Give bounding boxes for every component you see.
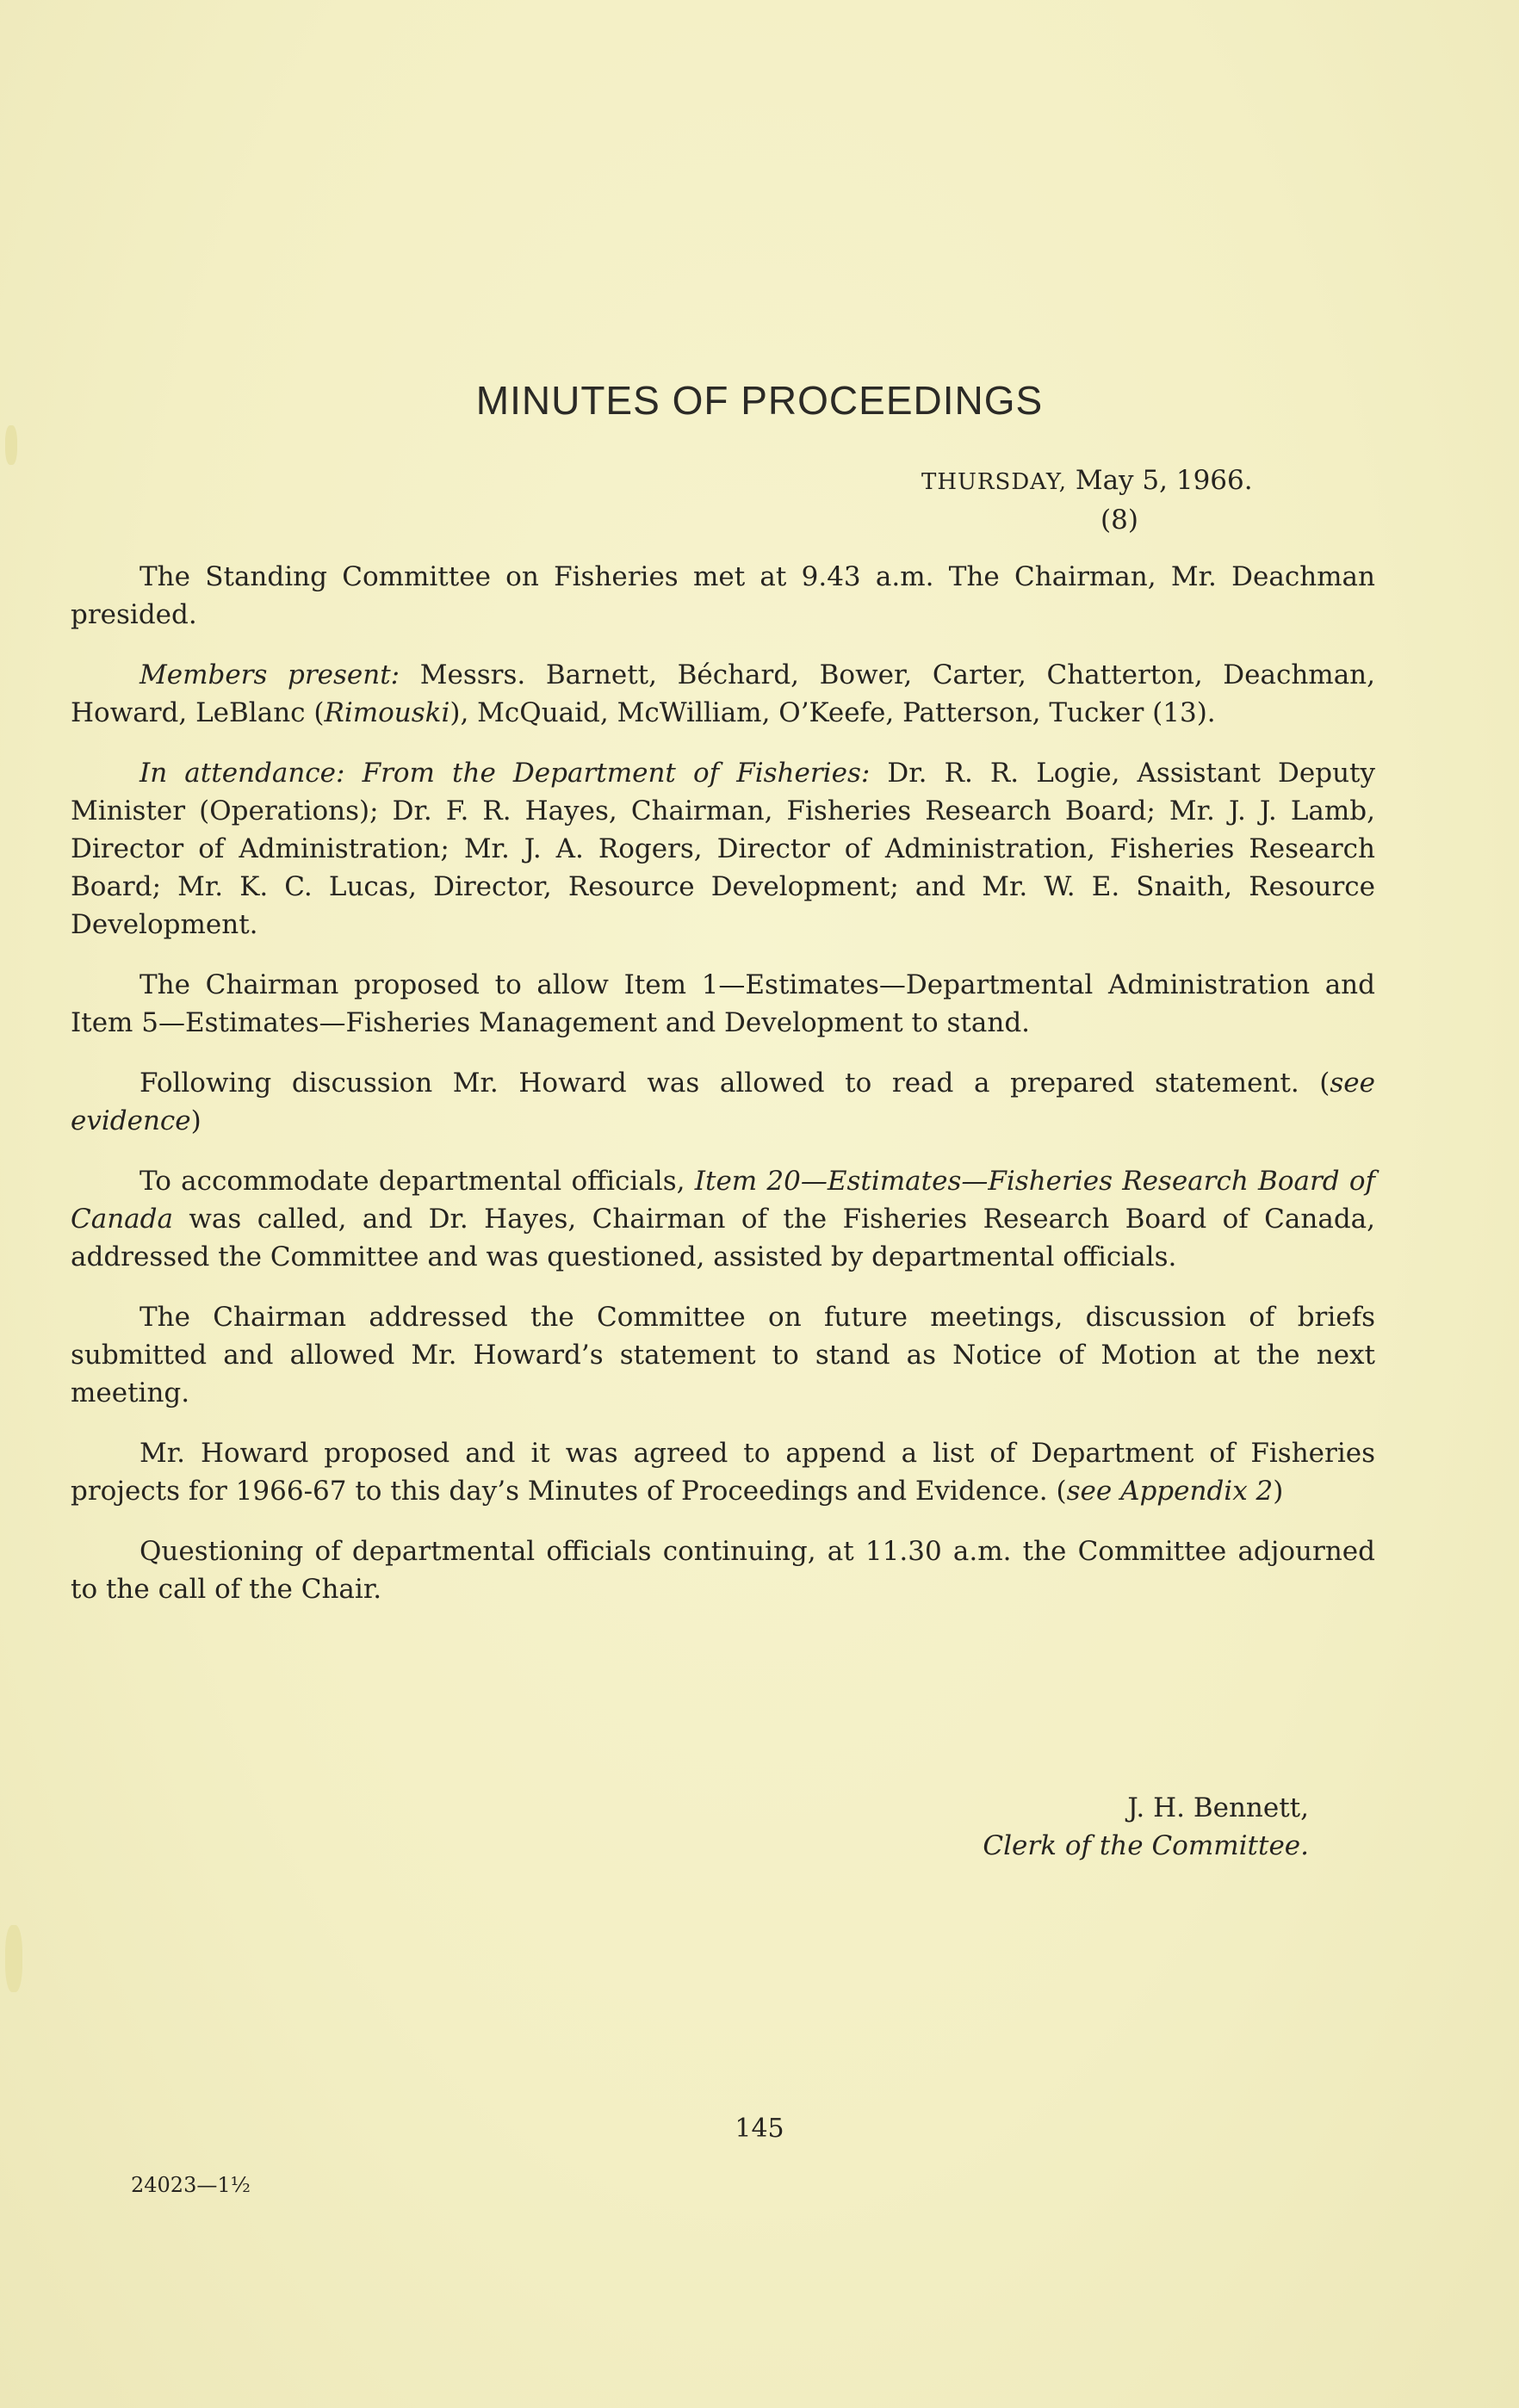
paragraph-text: was called, and Dr. Hayes, Chairman of the Fisheries Research Board of Canada, addressed the Committee and was questioned, assisted by departmental officials.	[71, 1204, 1375, 1272]
paragraph-text: )	[1273, 1476, 1284, 1507]
page-number: 145	[735, 2114, 784, 2144]
meeting-date	[921, 465, 1253, 496]
paragraph-text: )	[190, 1105, 202, 1136]
italic-text: see Appendix 2	[1066, 1476, 1274, 1507]
minutes-paragraph	[71, 1064, 1375, 1140]
binding-mark-top	[5, 425, 17, 465]
binding-mark-bottom	[5, 1925, 22, 1992]
paragraph-text: ), McQuaid, McWilliam, O’Keefe, Patterson, Tucker (13).	[450, 697, 1216, 728]
minutes-paragraph	[71, 1298, 1375, 1412]
sitting-number: (8)	[1100, 505, 1138, 535]
italic-text: see evidence	[71, 1068, 1375, 1136]
paragraph-text: To accommodate departmental officials,	[140, 1166, 695, 1197]
signature-block	[921, 1789, 1309, 1865]
meeting-date-rest: May 5, 1966.	[1066, 465, 1253, 496]
printer-code: 24023—1½	[131, 2173, 251, 2197]
minutes-paragraph	[71, 754, 1375, 944]
clerk-name: J. H. Bennett,	[1127, 1792, 1309, 1823]
paragraph-text: The Chairman proposed to allow Item 1—Estimates—Departmental Administration and Item 5—Estimates—Fisheries Management and Development to stand.	[71, 969, 1375, 1038]
meeting-day: THURSDAY,	[921, 469, 1067, 495]
italic-text: Item 20—Estimates—Fisheries Research Board of Canada	[71, 1166, 1375, 1235]
paragraph-text: The Chairman addressed the Committee on future meetings, discussion of briefs submitted and allowed Mr. Howard’s statement to stand as Notice of Motion at the next meeting.	[71, 1302, 1375, 1408]
paragraph-text: Following discussion Mr. Howard was allowed to read a prepared statement. (	[140, 1068, 1330, 1099]
minutes-paragraph	[71, 966, 1375, 1042]
paragraph-text: Mr. Howard proposed and it was agreed to append a list of Department of Fisheries projects for 1966-67 to this day’s Minutes of Proceedings and Evidence. (	[71, 1438, 1375, 1507]
paragraph-text: Messrs. Barnett, Béchard, Bower, Carter, Chatterton, Deachman, Howard, LeBlanc (	[71, 659, 1376, 728]
italic-text: In attendance: From the Department of Fisheries:	[140, 758, 871, 789]
minutes-paragraph	[71, 1532, 1375, 1608]
clerk-role: Clerk of the Committee.	[983, 1830, 1309, 1861]
paragraph-text: Dr. R. R. Logie, Assistant Deputy Minister (Operations); Dr. F. R. Hayes, Chairman, Fisheries Research Board; Mr. J. J. Lamb, Director of Administration; Mr. J. A. Rogers, Director of Administration, Fisheries Research Board; Mr. K. C. Lucas, Director, Resource Development; and Mr. W. E. Snaith, Resource Development.	[71, 758, 1376, 940]
italic-text: Members present:	[140, 659, 400, 690]
italic-text: Rimouski	[324, 697, 450, 728]
paragraph-text: The Standing Committee on Fisheries met at 9.43 a.m. The Chairman, Mr. Deachman presided.	[71, 561, 1375, 630]
minutes-paragraph	[71, 1162, 1375, 1276]
minutes-paragraph	[71, 558, 1375, 634]
minutes-body	[71, 558, 1375, 1629]
paragraph-text: Questioning of departmental officials continuing, at 11.30 a.m. the Committee adjourned to the call of the Chair.	[71, 1536, 1375, 1605]
minutes-paragraph	[71, 1434, 1375, 1510]
page-title: MINUTES OF PROCEEDINGS	[475, 378, 1044, 423]
minutes-paragraph	[71, 656, 1375, 732]
